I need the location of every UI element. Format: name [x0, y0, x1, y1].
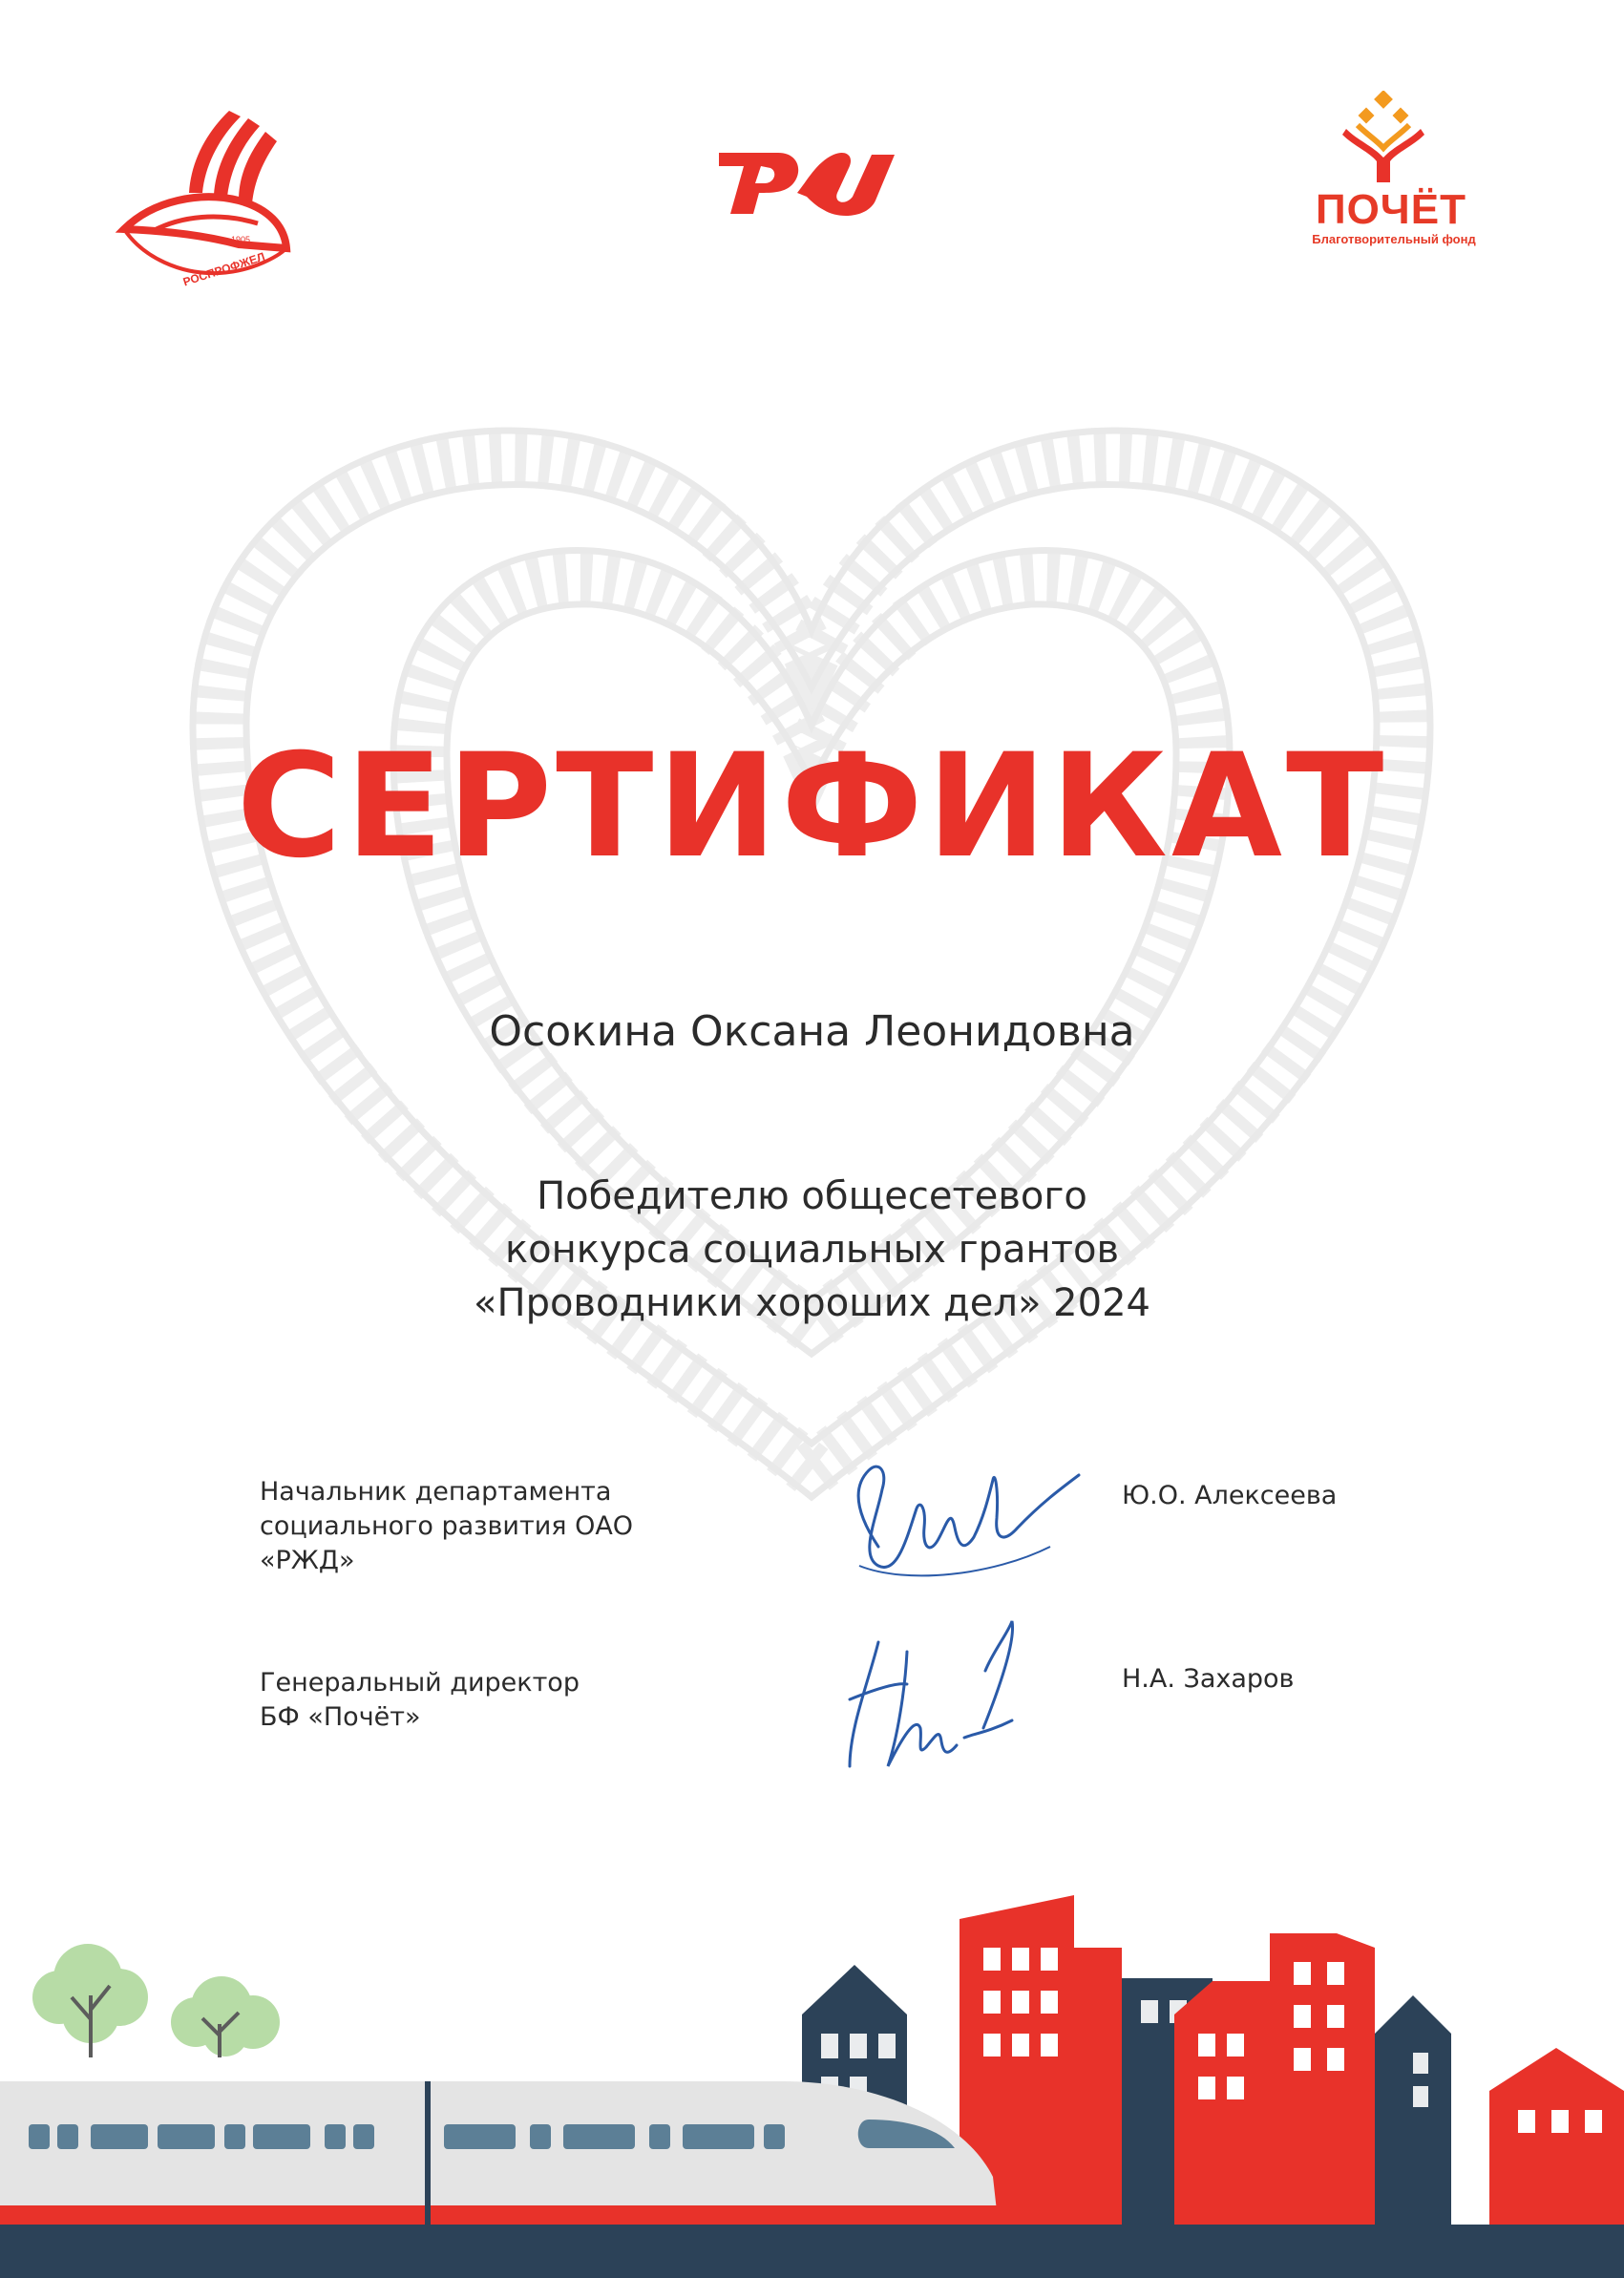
- signatory-position: [260, 1666, 580, 1735]
- signatory-name: Ю.О. Алексеева: [1122, 1481, 1338, 1510]
- rosprofzhel-logo: [115, 105, 306, 289]
- award-reason: [0, 1170, 1624, 1330]
- position-line: «РЖД»: [260, 1546, 355, 1575]
- signature-alekseeva: [821, 1432, 1088, 1604]
- position-line: социального развития ОАО: [260, 1511, 634, 1541]
- reason-line: «Проводники хороших дел» 2024: [474, 1281, 1150, 1325]
- signature-zakharov: [821, 1614, 1060, 1785]
- position-line: Начальник департамента: [260, 1477, 612, 1507]
- recipient-name: Осокина Оксана Леонидовна: [489, 1007, 1135, 1056]
- pochet-subtitle: Благотворительный фонд: [1312, 232, 1476, 246]
- tree-icon: [32, 1944, 280, 2057]
- rosprofzhel-name: РОСПРОФЖЕЛ: [181, 249, 267, 289]
- pochet-logo: [1270, 91, 1499, 253]
- position-line: БФ «Почёт»: [260, 1702, 421, 1732]
- city-train-illustration: [0, 1890, 1624, 2278]
- signatory-position: [260, 1475, 633, 1578]
- rzd-logo: [711, 134, 912, 220]
- position-line: Генеральный директор: [260, 1668, 580, 1698]
- reason-line: Победителю общесетевого: [537, 1174, 1087, 1218]
- pochet-name: ПОЧЁТ: [1315, 186, 1467, 233]
- signatory-name: Н.А. Захаров: [1122, 1664, 1295, 1694]
- rosprofzhel-year: 1905: [231, 235, 251, 244]
- reason-line: конкурса социальных грантов: [504, 1228, 1120, 1272]
- certificate-title: СЕРТИФИКАТ: [236, 724, 1388, 890]
- train-icon: [0, 2081, 998, 2225]
